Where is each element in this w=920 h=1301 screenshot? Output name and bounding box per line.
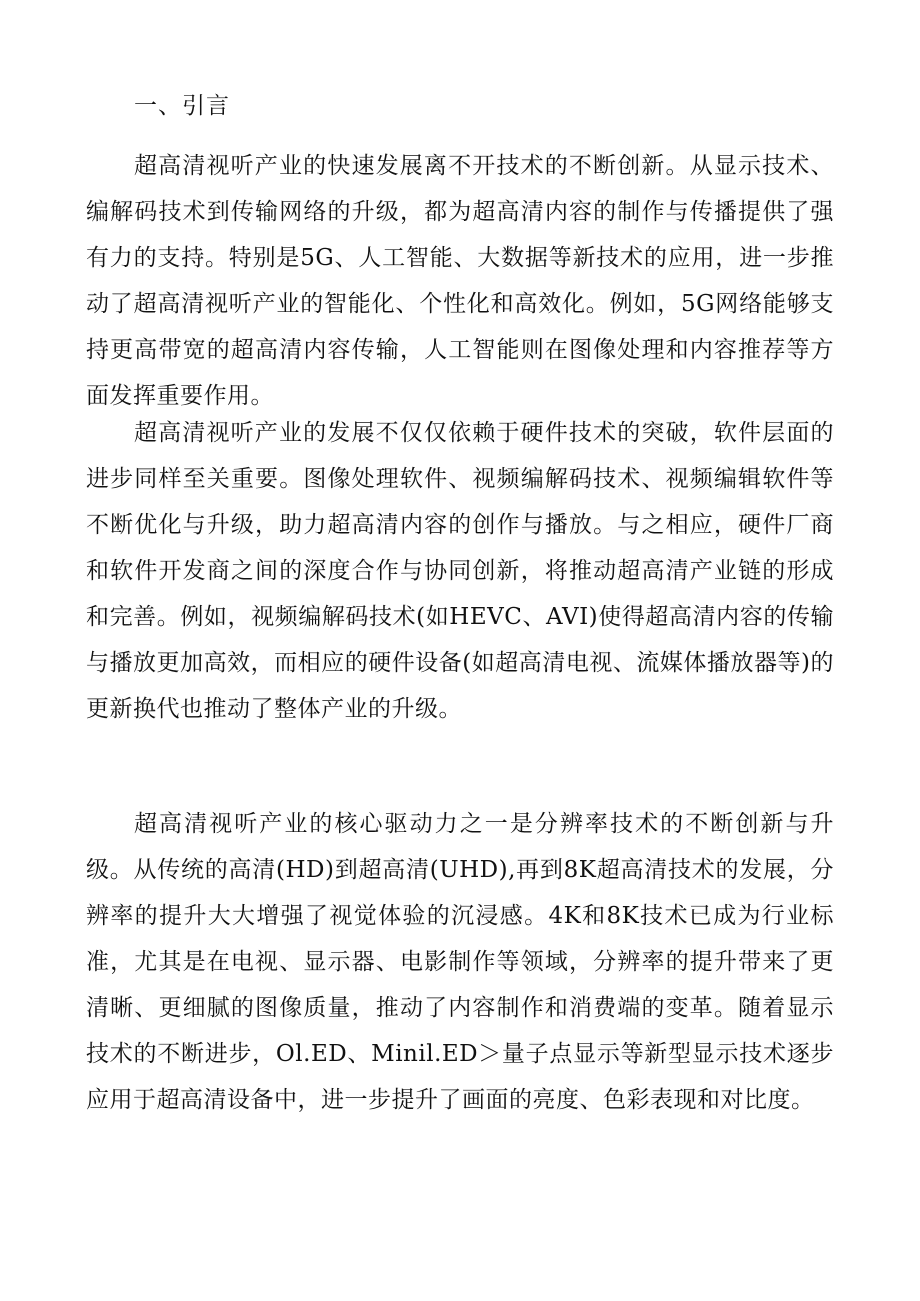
section-heading: 一、引言: [134, 93, 230, 119]
paragraph-resolution: 超高清视听产业的核心驱动力之一是分辨率技术的不断创新与升级。从传统的高清(HD)到超高清(UHD),再到8K超高清技术的发展，分辨率的提升大大增强了视觉体验的沉浸感。4K和8K技术已成为行业标准，尤其是在电视、显示器、电影制作等领域，分辨率的提升带来了更清晰、更细腻的图像质量，推动了内容制作和消费端的变革。随着显示技术的不断进步，Ol.ED、Minil.ED＞量子点显示等新型显示技术逐步应用于超高清设备中，进一步提升了画面的亮度、色彩表现和对比度。: [86, 811, 834, 1113]
paragraph-tech-innovation: 超高清视听产业的快速发展离不开技术的不断创新。从显示技术、编解码技术到传输网络的升级，都为超高清内容的制作与传播提供了强有力的支持。特别是5G、人工智能、大数据等新技术的应用，进一步推动了超高清视听产业的智能化、个性化和高效化。例如，5G网络能够支持更高带宽的超高清内容传输，人工智能则在图像处理和内容推荐等方面发挥重要作用。: [86, 153, 834, 409]
paragraph-software-hardware: 超高清视听产业的发展不仅仅依赖于硬件技术的突破，软件层面的进步同样至关重要。图像处理软件、视频编解码技术、视频编辑软件等不断优化与升级，助力超高清内容的创作与播放。与之相应，硬件厂商和软件开发商之间的深度合作与协同创新，将推动超高清产业链的形成和完善。例如，视频编解码技术(如HEVC、AVI)使得超高清内容的传输与播放更加高效，而相应的硬件设备(如超高清电视、流媒体播放器等)的更新换代也推动了整体产业的升级。: [86, 420, 834, 722]
